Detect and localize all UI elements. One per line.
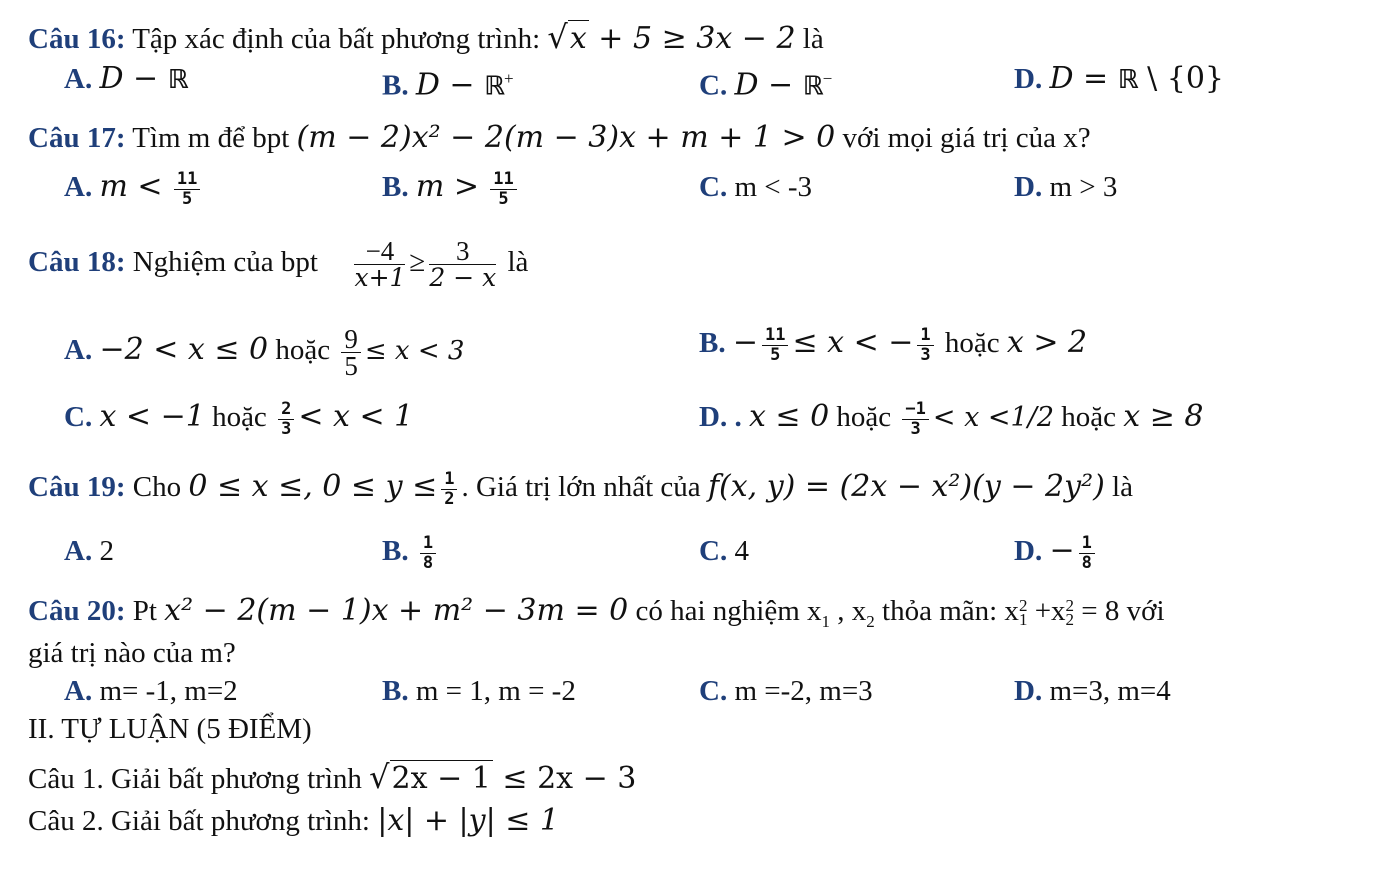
option-lhs: m <: [99, 169, 163, 205]
option-text: m= -1, m=2: [99, 675, 238, 707]
q18-fraction-right: $\frac{3}{2 - x}$: [429, 236, 497, 292]
q17-end: với mọi giá trị của x?: [842, 122, 1091, 154]
q18-option-a[interactable]: [64, 326, 464, 379]
q16-end: là: [802, 23, 824, 55]
real-set: ℝ: [167, 65, 188, 95]
q20-stem: [28, 594, 1165, 639]
option-label: D.: [1014, 675, 1043, 707]
q17-option-b[interactable]: [382, 170, 521, 209]
q18-option-d[interactable]: [699, 400, 1203, 439]
q16-option-c[interactable]: [699, 62, 832, 104]
fraction: $\frac{1}{2}$: [441, 470, 457, 509]
q19-option-b[interactable]: [382, 534, 440, 573]
essay-q2: [28, 804, 559, 838]
option-label: A.: [64, 675, 93, 707]
option-tail: x > 2: [1006, 325, 1088, 361]
q19-condition: 0 ≤ x ≤, 0 ≤ y ≤: [188, 469, 438, 505]
option-label: B.: [699, 327, 726, 360]
option-expr: −2 < x ≤ 0: [99, 332, 269, 368]
option-label: C.: [699, 675, 728, 707]
q16-text: Tập xác định của bất phương trình:: [132, 23, 541, 55]
fraction: $\frac{9}{5}$: [341, 326, 361, 379]
option-label: D. .: [699, 401, 742, 434]
essay-q1-radicand: 2x − 1: [391, 761, 491, 796]
q17-stem: [28, 121, 1091, 155]
q17-expr: (m − 2)x² − 2(m − 3)x + m + 1 > 0: [296, 120, 836, 155]
option-mid: < x <1/2: [932, 402, 1054, 434]
q16-option-b[interactable]: [382, 62, 514, 104]
fraction: $\frac{11}{5}$: [762, 326, 788, 365]
q16-option-a[interactable]: [64, 62, 188, 97]
option-text: m = 1, m = -2: [415, 675, 576, 707]
or-word: hoặc: [275, 334, 331, 367]
option-label: D.: [1014, 171, 1043, 203]
essay-q1: [28, 760, 636, 796]
q16-sqrt: √x: [547, 18, 587, 56]
option-text: 2: [99, 535, 114, 567]
q20-option-a[interactable]: [64, 674, 238, 708]
or-word: hoặc: [836, 401, 892, 434]
real-set: ℝ: [1117, 65, 1138, 95]
option-tail: x ≥ 8: [1123, 399, 1204, 435]
q19-option-d[interactable]: [1014, 534, 1099, 573]
or-word: hoặc: [212, 401, 267, 434]
option-label: A.: [64, 535, 93, 567]
q19-label: Câu 19:: [28, 471, 126, 504]
option-label: B.: [382, 675, 409, 707]
q16-radicand: x: [569, 21, 587, 56]
q20-text5: +x: [1027, 595, 1066, 627]
q17-option-d[interactable]: [1014, 170, 1117, 204]
q18-label: Câu 18:: [28, 246, 126, 279]
q16-stem: [28, 20, 824, 56]
fraction: $\frac{2}{3}$: [278, 400, 294, 439]
option-label: B.: [382, 69, 409, 102]
option-text: m=3, m=4: [1049, 675, 1171, 707]
essay-q1-sqrt: √2x − 1: [369, 758, 491, 796]
set-sup: +: [503, 69, 514, 88]
fraction: $\frac{1}{3}$: [917, 326, 933, 365]
real-set: ℝ: [484, 71, 504, 102]
q17-option-c[interactable]: [699, 170, 812, 204]
q19-option-c[interactable]: [699, 534, 749, 568]
q17-option-a[interactable]: [64, 170, 204, 209]
option-label: A.: [64, 63, 93, 95]
option-lhs: D −: [415, 67, 485, 103]
subscript: 2: [866, 611, 875, 631]
q20-text: Pt: [132, 595, 157, 627]
section-title: II. TỰ LUẬN (5 ĐIỂM): [28, 713, 312, 745]
q18-text: Nghiệm của bpt: [132, 246, 318, 279]
option-label: D.: [1014, 535, 1043, 568]
q20-label: Câu 20:: [28, 595, 126, 627]
fraction: $\frac{1}{8}$: [1079, 534, 1095, 573]
q18-fraction-left: $\frac{-4}{x+1}$: [354, 236, 406, 292]
option-text: m < -3: [734, 171, 813, 203]
option-lhs: D −: [734, 67, 803, 103]
q19-text2: . Giá trị lớn nhất của: [461, 471, 701, 504]
q20-stem-line2: giá trị nào của m?: [28, 637, 236, 669]
q17-text: Tìm m để bpt: [132, 122, 290, 154]
option-text: m > 3: [1049, 171, 1118, 203]
q20-option-d[interactable]: [1014, 674, 1171, 708]
fraction: $\frac{1}{8}$: [420, 534, 436, 573]
subsup: 2 2: [1065, 596, 1075, 630]
subsup: 2 1: [1018, 596, 1028, 630]
option-label: D.: [1014, 63, 1043, 95]
q16-expr: + 5 ≥ 3x − 2: [588, 21, 796, 56]
q19-text: Cho: [132, 471, 182, 504]
q20-option-b[interactable]: [382, 674, 576, 708]
q20-text2: có hai nghiệm x: [635, 595, 822, 627]
option-lhs: m >: [415, 169, 479, 205]
option-label: C.: [699, 171, 728, 203]
q18-end: là: [507, 246, 529, 279]
q16-option-d[interactable]: [1014, 62, 1224, 97]
q19-option-a[interactable]: [64, 534, 114, 568]
option-tail: ≤ x < 3: [364, 336, 465, 367]
option-label: C.: [699, 69, 728, 102]
q18-stem: [28, 238, 528, 291]
q18-relation: ≥: [409, 246, 426, 279]
option-expr: x < −1: [99, 399, 205, 435]
set-tail: \ {0}: [1137, 61, 1225, 96]
or-word: hoặc: [944, 327, 1000, 360]
set-sup: −: [822, 69, 833, 88]
q19-expr: f(x, y) = (2x − x²)(y − 2y²): [707, 469, 1105, 505]
option-label: B.: [382, 535, 409, 568]
option-pre: −: [732, 325, 758, 361]
fraction: $\frac{-1}{3}$: [902, 400, 928, 439]
essay-q2-text: Câu 2. Giải bất phương trình:: [28, 805, 370, 837]
option-label: A.: [64, 171, 93, 204]
q20-text6: = 8 với: [1074, 595, 1165, 627]
option-mid: ≤ x < −: [792, 325, 914, 361]
q18-option-c[interactable]: [64, 400, 413, 439]
q20-expr: x² − 2(m − 1)x + m² − 3m = 0: [164, 593, 629, 628]
q16-label: Câu 16:: [28, 23, 126, 55]
q18-option-b[interactable]: [699, 326, 1087, 365]
option-pre: −: [1049, 533, 1075, 569]
q19-stem: [28, 470, 1133, 509]
subscript: 1: [821, 611, 831, 631]
option-expr: x ≤ 0: [748, 399, 830, 435]
option-label: A.: [64, 334, 93, 367]
real-set: ℝ: [802, 71, 823, 102]
essay-q1-expr: ≤ 2x − 3: [492, 761, 637, 796]
essay-q2-expr: |x| + |y| ≤ 1: [377, 803, 560, 838]
option-tail: < x < 1: [298, 399, 414, 435]
option-lhs: D −: [99, 61, 168, 96]
q19-end: là: [1112, 471, 1133, 504]
option-label: C.: [699, 535, 728, 567]
option-lhs: D =: [1049, 61, 1118, 96]
q20-option-c[interactable]: [699, 674, 873, 708]
q20-text4: thỏa mãn: x: [874, 595, 1019, 627]
q20-text3: , x: [830, 595, 867, 627]
essay-q1-text: Câu 1. Giải bất phương trình: [28, 763, 362, 795]
or-word: hoặc: [1061, 401, 1116, 434]
option-text: 4: [734, 535, 749, 567]
option-text: m =-2, m=3: [734, 675, 873, 707]
fraction: $\frac{11}{5}$: [174, 170, 200, 209]
q17-label: Câu 17:: [28, 122, 126, 154]
fraction: $\frac{11}{5}$: [490, 170, 516, 209]
option-label: C.: [64, 401, 93, 434]
option-label: B.: [382, 171, 409, 204]
